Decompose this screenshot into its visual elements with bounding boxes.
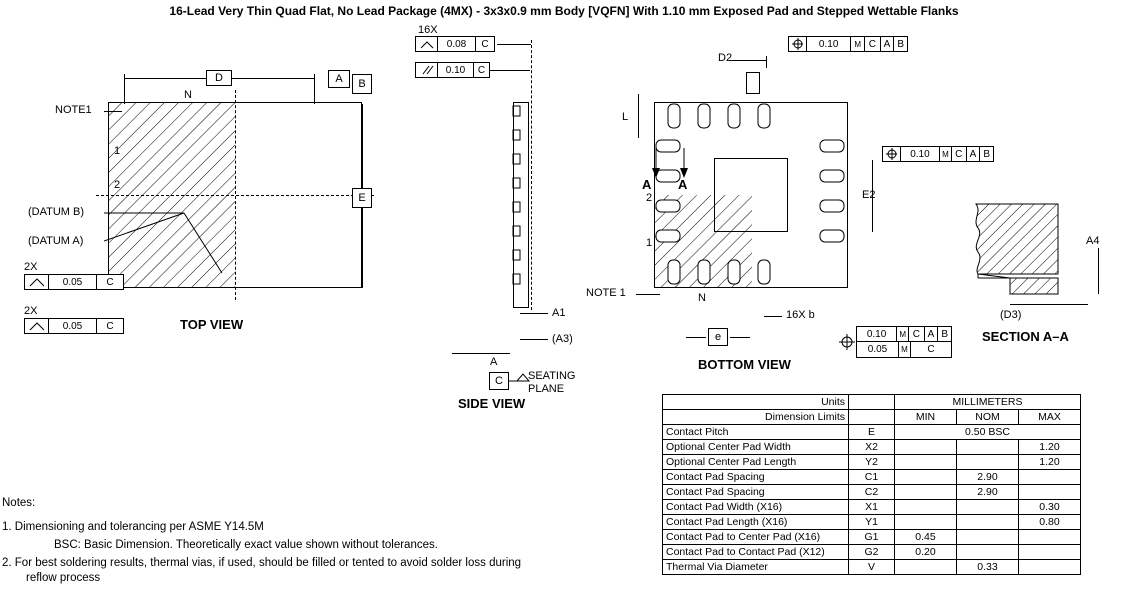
- row-max: 0.80: [1019, 515, 1081, 530]
- top-view-datum-a: A: [328, 70, 350, 88]
- units-sym-blank: [849, 395, 895, 410]
- bottom-view-fcf-right-d2: A: [967, 147, 981, 161]
- row-max: [1019, 530, 1081, 545]
- top-view-fcf-flatness-2: [24, 318, 124, 334]
- bottom-view-dim-e-pitch: e: [708, 328, 728, 346]
- row-label: Optional Center Pad Width: [663, 440, 849, 455]
- bottom-view-fcf-bot1-d1: C: [909, 327, 925, 341]
- position-symbol-icon-3: [838, 326, 856, 358]
- row-max: [1019, 470, 1081, 485]
- units-value: MILLIMETERS: [895, 395, 1081, 410]
- bottom-view-dim-d2: D2: [718, 52, 733, 64]
- side-view-a-line: [452, 353, 510, 354]
- dimension-limits-label: Dimension Limits: [663, 410, 849, 425]
- col-nom: NOM: [957, 410, 1019, 425]
- row-nom: 0.33: [957, 560, 1019, 575]
- top-view-d-ext-right: [314, 74, 315, 104]
- row-nom: [957, 440, 1019, 455]
- side-view-fcf-parallel: [415, 62, 490, 78]
- row-label: Contact Pitch: [663, 425, 849, 440]
- limits-sym-blank: [849, 410, 895, 425]
- row-label: Contact Pad Width (X16): [663, 500, 849, 515]
- bottom-view-fcf-bot1-d3: B: [941, 328, 948, 340]
- position-symbol-icon: [789, 37, 807, 51]
- top-view-fcf1-datum: C: [106, 276, 114, 288]
- bottom-view-section-a-right: A: [678, 177, 688, 192]
- row-symbol: Y2: [849, 455, 895, 470]
- row-symbol: C2: [849, 485, 895, 500]
- parallelism-symbol-icon: [416, 63, 438, 77]
- bottom-view-d2-ext: [766, 56, 767, 68]
- note-item-1: 1. Dimensioning and tolerancing per ASME Y14.5M: [2, 521, 264, 533]
- bottom-view-fcf-bot2-d1: C: [927, 344, 935, 355]
- row-symbol: X2: [849, 440, 895, 455]
- bottom-view-d2-line: [730, 60, 766, 61]
- page-title: 16-Lead Very Thin Quad Flat, No Lead Package (4MX) - 3x3x0.9 mm Body [VQFN] With 1.10 mm Exposed Pad and Stepped Wettable Flanks: [169, 4, 959, 18]
- bottom-view-label: BOTTOM VIEW: [698, 357, 791, 372]
- bottom-view-section-arrows: [650, 148, 694, 180]
- bottom-view-fcf-bot-2: [856, 342, 952, 358]
- table-row: [663, 455, 1081, 470]
- table-row: [663, 440, 1081, 455]
- row-min: [895, 500, 957, 515]
- note-item-1b: BSC: Basic Dimension. Theoretically exact value shown without tolerances.: [54, 539, 438, 551]
- row-min: 0.20: [895, 545, 957, 560]
- bottom-view-dim-16xb: 16X b: [786, 309, 815, 321]
- bottom-view-fcf-bot1-d2: A: [925, 327, 939, 341]
- table-row: [663, 425, 1081, 440]
- table-row: [663, 485, 1081, 500]
- table-row: [663, 470, 1081, 485]
- side-view-leader-1: [497, 44, 531, 45]
- row-symbol: Y1: [849, 515, 895, 530]
- position-symbol-icon-2: [883, 147, 901, 161]
- row-label: Contact Pad to Center Pad (X16): [663, 530, 849, 545]
- side-view-fcf-flatness: [415, 36, 495, 52]
- table-row: [663, 500, 1081, 515]
- top-view-pin-1: 1: [114, 145, 121, 157]
- bottom-view-fcf-top-d2: A: [881, 37, 895, 51]
- bottom-view-fcf-top-d1: C: [865, 37, 881, 51]
- row-nom: 2.90: [957, 485, 1019, 500]
- row-nom: [957, 515, 1019, 530]
- side-view-dim-a1: A1: [552, 307, 566, 319]
- row-label: Contact Pad Spacing: [663, 470, 849, 485]
- side-view-parallel-datum: C: [477, 64, 486, 76]
- section-aa-profile: [970, 200, 1080, 310]
- side-view-label: SIDE VIEW: [458, 396, 526, 411]
- top-view-datum-a-label: (DATUM A): [28, 235, 84, 247]
- row-min: [895, 440, 957, 455]
- bottom-view-pin-1: 1: [646, 237, 653, 249]
- top-view-datum-b: B: [352, 74, 372, 94]
- side-view-a1-line: [520, 313, 548, 314]
- top-view-pin-2: 2: [114, 179, 121, 191]
- bottom-view-fcf-bot1-modifier: M: [897, 327, 909, 341]
- table-row: [663, 560, 1081, 575]
- bottom-view-small-symbol: [746, 72, 760, 94]
- row-max: [1019, 560, 1081, 575]
- row-nom: 0.50 BSC: [895, 425, 1081, 440]
- table-row: [663, 530, 1081, 545]
- bottom-view-fcf-right-value: 0.10: [901, 147, 940, 161]
- side-view-leads: [510, 104, 532, 306]
- table-header-limits: [663, 410, 1081, 425]
- bottom-view-dim-l: L: [622, 111, 629, 123]
- bottom-view-fcf-bot2-value: 0.05: [857, 342, 899, 357]
- row-max: [1019, 485, 1081, 500]
- row-nom: [957, 500, 1019, 515]
- units-label: Units: [663, 395, 849, 410]
- side-view-fcf-datum: C: [481, 38, 489, 50]
- row-label: Contact Pad to Contact Pad (X12): [663, 545, 849, 560]
- row-nom: [957, 455, 1019, 470]
- bottom-view-dim-e2: E2: [862, 189, 876, 201]
- top-view-datum-leaders: [104, 195, 234, 285]
- section-label: SECTION A–A: [982, 329, 1069, 344]
- seating-plane-label-1: SEATING: [528, 370, 576, 382]
- row-max: 0.30: [1019, 500, 1081, 515]
- bottom-view-fcf-right-modifier: M: [940, 147, 952, 161]
- row-max: 1.20: [1019, 455, 1081, 470]
- top-view-fcf2-datum: C: [106, 320, 114, 332]
- row-max: 1.20: [1019, 440, 1081, 455]
- bottom-view-l-line: [638, 94, 639, 138]
- bottom-view-fcf-right-d1: C: [952, 147, 967, 161]
- row-min: [895, 455, 957, 470]
- table-header-units: [663, 395, 1081, 410]
- top-view-label: TOP VIEW: [180, 317, 244, 332]
- row-min: 0.45: [895, 530, 957, 545]
- row-symbol: X1: [849, 500, 895, 515]
- bottom-view-note1: NOTE 1: [586, 287, 626, 299]
- bottom-view-fcf-top-value: 0.10: [807, 37, 851, 51]
- bottom-view-16xb-leader: [764, 316, 782, 317]
- row-max: [1019, 545, 1081, 560]
- bottom-view-e-pitch-line-r: [730, 337, 750, 338]
- side-view-a3-line: [520, 339, 548, 340]
- bottom-view-fcf-top: [788, 36, 908, 52]
- top-view-centerline-v: [235, 90, 236, 300]
- notes-heading: Notes:: [2, 497, 36, 509]
- col-min: MIN: [895, 410, 957, 425]
- bottom-view-e-pitch-line-l: [686, 337, 706, 338]
- top-view-datum-b-label: (DATUM B): [28, 206, 85, 218]
- top-view-d-ext-left: [124, 74, 125, 104]
- bottom-view-fcf-top-d3: B: [897, 38, 904, 50]
- top-view-fcf2-value: 0.05: [49, 319, 97, 333]
- section-d3-line: [1010, 304, 1088, 305]
- top-view-2x-label-lower: 2X: [24, 305, 38, 317]
- section-dim-a4: A4: [1086, 235, 1100, 247]
- bottom-view-section-a-left: A: [642, 177, 652, 192]
- bottom-view-fcf-bot-1: [856, 326, 952, 342]
- top-view-2x-label-upper: 2X: [24, 261, 38, 273]
- note-item-2b: reflow process: [26, 572, 101, 584]
- side-view-leader-2: [490, 70, 530, 71]
- bottom-view-fcf-right: [882, 146, 994, 162]
- side-view-datum-c: C: [489, 372, 509, 390]
- bottom-view-pin-2: 2: [646, 192, 653, 204]
- side-view-dim-a: A: [490, 356, 498, 368]
- flatness-symbol-icon: [25, 275, 49, 289]
- row-label: Contact Pad Length (X16): [663, 515, 849, 530]
- row-symbol: C1: [849, 470, 895, 485]
- top-view-dim-d: D: [206, 70, 232, 86]
- row-nom: [957, 545, 1019, 560]
- dimension-table: [662, 394, 1081, 575]
- side-view-dash-right: [531, 40, 532, 310]
- top-view-dim-e: E: [352, 188, 372, 208]
- row-min: [895, 515, 957, 530]
- seating-plane-label-2: PLANE: [528, 383, 565, 395]
- table-row: [663, 545, 1081, 560]
- row-label: Contact Pad Spacing: [663, 485, 849, 500]
- top-view-note1-label: NOTE1: [55, 104, 92, 116]
- side-view-parallel-value: 0.10: [438, 63, 474, 77]
- row-min: [895, 560, 957, 575]
- side-view-16x-label: 16X: [418, 24, 438, 36]
- side-view-dim-a3: (A3): [552, 333, 573, 345]
- col-max: MAX: [1019, 410, 1081, 425]
- row-symbol: G2: [849, 545, 895, 560]
- bottom-view-n-label: N: [698, 292, 706, 304]
- bottom-view-fcf-right-d3: B: [983, 148, 990, 160]
- top-view-fcf-flatness-1: [24, 274, 124, 290]
- side-view-fcf-value: 0.08: [438, 37, 476, 51]
- bottom-view-pads: [654, 102, 848, 288]
- section-a4-line: [1098, 248, 1099, 294]
- row-symbol: V: [849, 560, 895, 575]
- flatness-symbol-icon-2: [25, 319, 49, 333]
- top-view-fcf1-value: 0.05: [49, 275, 97, 289]
- row-label: Thermal Via Diameter: [663, 560, 849, 575]
- note-item-2: 2. For best soldering results, thermal vias, if used, should be filled or tented to avoid solder loss during: [2, 557, 522, 569]
- row-min: [895, 470, 957, 485]
- section-dim-d3: (D3): [1000, 309, 1022, 321]
- row-label: Optional Center Pad Length: [663, 455, 849, 470]
- bottom-view-fcf-bot1-value: 0.10: [857, 327, 897, 341]
- row-min: [895, 485, 957, 500]
- bottom-view-fcf-top-modifier: M: [851, 37, 865, 51]
- row-nom: [957, 530, 1019, 545]
- row-symbol: G1: [849, 530, 895, 545]
- row-nom: 2.90: [957, 470, 1019, 485]
- flatness-symbol-icon-3: [416, 37, 438, 51]
- top-view-n-label: N: [184, 89, 192, 101]
- top-view-note1-leader: [104, 111, 122, 112]
- table-row: [663, 515, 1081, 530]
- bottom-view-note1-leader: [636, 294, 660, 295]
- row-symbol: E: [849, 425, 895, 440]
- bottom-view-fcf-bot2-modifier: M: [899, 342, 911, 357]
